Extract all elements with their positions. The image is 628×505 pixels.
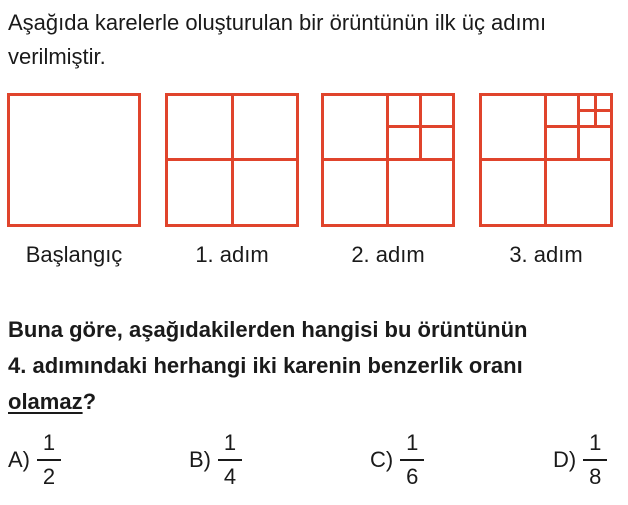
caption-step-3: 3. adım <box>509 242 583 267</box>
option-a-fraction <box>36 430 62 490</box>
question-line-2: 4. adımındaki herhangi iki karenin benzerlik oranı <box>8 353 523 378</box>
option-b-letter: B) <box>189 447 211 472</box>
option-d-denominator: 8 <box>589 464 602 489</box>
option-b-denominator: 4 <box>223 464 237 489</box>
intro-line-1: Aşağıda karelerle oluşturulan bir örüntünün ilk üç adımı <box>8 10 547 35</box>
step2-sub-horizontal-line <box>386 125 455 128</box>
caption-step-1: 1. adım <box>195 242 269 267</box>
step1-horizontal-line <box>165 158 299 161</box>
start-square <box>7 93 141 227</box>
fraction-bar <box>400 459 424 461</box>
question-text <box>8 312 620 420</box>
step3-sub-horizontal-line <box>544 125 613 128</box>
fraction-bar <box>218 459 242 461</box>
step2-horizontal-line <box>321 158 455 161</box>
caption-step-2: 2. adım <box>351 242 425 267</box>
option-a-numerator: 1 <box>42 430 56 455</box>
question-line-3 <box>8 384 620 420</box>
option-d-letter: D) <box>553 447 577 472</box>
option-c-letter: C) <box>370 447 394 472</box>
option-a-denominator: 2 <box>42 464 56 489</box>
fraction-bar <box>583 459 607 461</box>
option-d-numerator: 1 <box>589 430 602 455</box>
option-c-denominator: 6 <box>406 464 419 489</box>
question-emphasis: olamaz <box>8 389 83 414</box>
question-mark: ? <box>82 389 97 414</box>
option-b-numerator: 1 <box>223 430 237 455</box>
caption-start: Başlangıç <box>25 242 123 267</box>
intro-line-2: verilmiştir. <box>8 44 106 69</box>
step3-subsub-horizontal-line <box>577 109 613 112</box>
option-b-fraction <box>217 430 243 490</box>
question-line-1: Buna göre, aşağıdakilerden hangisi bu örüntünün <box>8 317 528 342</box>
option-a-letter: A) <box>8 447 30 472</box>
option-c-fraction <box>399 430 425 490</box>
option-d-fraction <box>582 430 608 490</box>
fraction-bar <box>37 459 61 461</box>
option-d[interactable] <box>553 428 608 492</box>
option-a[interactable] <box>8 428 62 492</box>
step3-horizontal-line <box>479 158 613 161</box>
intro-text <box>8 6 620 74</box>
option-c-numerator: 1 <box>406 430 419 455</box>
option-b[interactable] <box>189 428 243 492</box>
option-c[interactable] <box>370 428 425 492</box>
